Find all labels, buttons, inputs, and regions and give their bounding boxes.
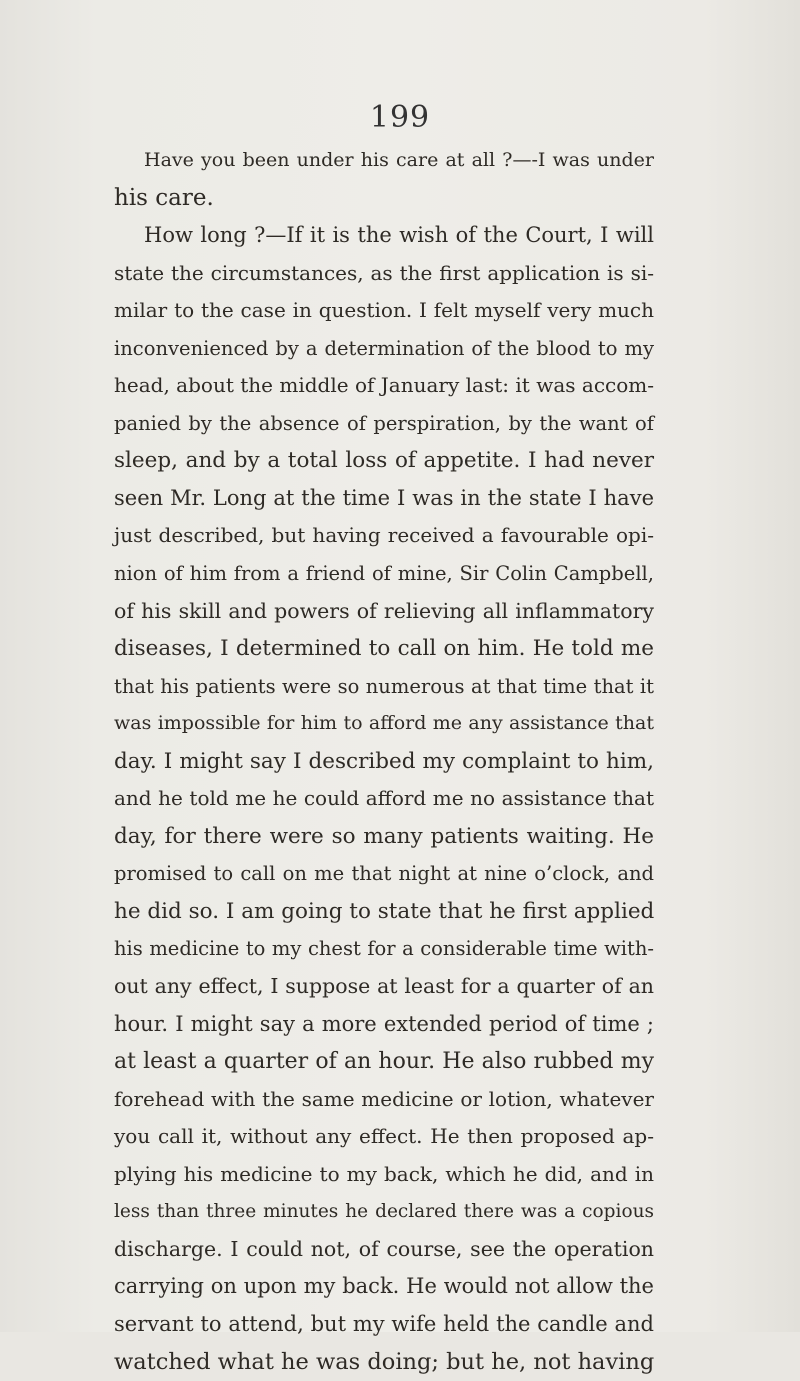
text-line: was impossible for him to afford me any assistance that — [114, 705, 654, 743]
text-line: panied by the absence of perspiration, by the want of — [114, 405, 654, 443]
text-line: his medicine to my chest for a considerable time with- — [114, 930, 654, 968]
text-line: hour. I might say a more extended period of time ; — [114, 1006, 654, 1044]
text-line: his care. — [114, 180, 654, 218]
text-line: forehead with the same medicine or lotion, whatever — [114, 1081, 654, 1119]
text-line: day. I might say I described my complaint to him, — [114, 743, 654, 781]
text-line: discharge. I could not, of course, see the operation — [114, 1231, 654, 1269]
text-line: out any effect, I suppose at least for a quarter of an — [114, 968, 654, 1006]
text-line: that his patients were so numerous at that time that it — [114, 668, 654, 706]
text-line: carrying on upon my back. He would not allow the — [114, 1268, 654, 1306]
text-line: promised to call on me that night at nine o’clock, and — [114, 855, 654, 893]
text-line: plying his medicine to my back, which he did, and in — [114, 1156, 654, 1194]
text-line: diseases, I determined to call on him. He told me — [114, 630, 654, 668]
body-text — [114, 142, 654, 1381]
text-line: seen Mr. Long at the time I was in the state I have — [114, 480, 654, 518]
text-line: head, about the middle of January last: it was accom- — [114, 367, 654, 405]
text-line: servant to attend, but my wife held the candle and — [114, 1306, 654, 1344]
text-line: just described, but having received a favourable opi- — [114, 517, 654, 555]
text-line: you call it, without any effect. He then proposed ap- — [114, 1118, 654, 1156]
text-line: of his skill and powers of relieving all inflammatory — [114, 593, 654, 631]
text-line: and he told me he could afford me no assistance that — [114, 780, 654, 818]
text-line: sleep, and by a total loss of appetite. I had never — [114, 442, 654, 480]
text-line: Have you been under his care at all ?—-I was under — [114, 142, 654, 180]
text-line: state the circumstances, as the first application is si- — [114, 255, 654, 293]
text-line: less than three minutes he declared there was a copious — [114, 1193, 654, 1231]
text-line: nion of him from a friend of mine, Sir Colin Campbell, — [114, 555, 654, 593]
page-number: 199 — [0, 100, 800, 135]
text-line: How long ?—If it is the wish of the Court, I will — [114, 217, 654, 255]
text-line: at least a quarter of an hour. He also rubbed my — [114, 1043, 654, 1081]
text-line: he did so. I am going to state that he first applied — [114, 893, 654, 931]
text-line: milar to the case in question. I felt myself very much — [114, 292, 654, 330]
text-line: inconvenienced by a determination of the blood to my — [114, 330, 654, 368]
text-line: day, for there were so many patients waiting. He — [114, 818, 654, 856]
text-line: watched what he was doing; but he, not having — [114, 1344, 654, 1381]
